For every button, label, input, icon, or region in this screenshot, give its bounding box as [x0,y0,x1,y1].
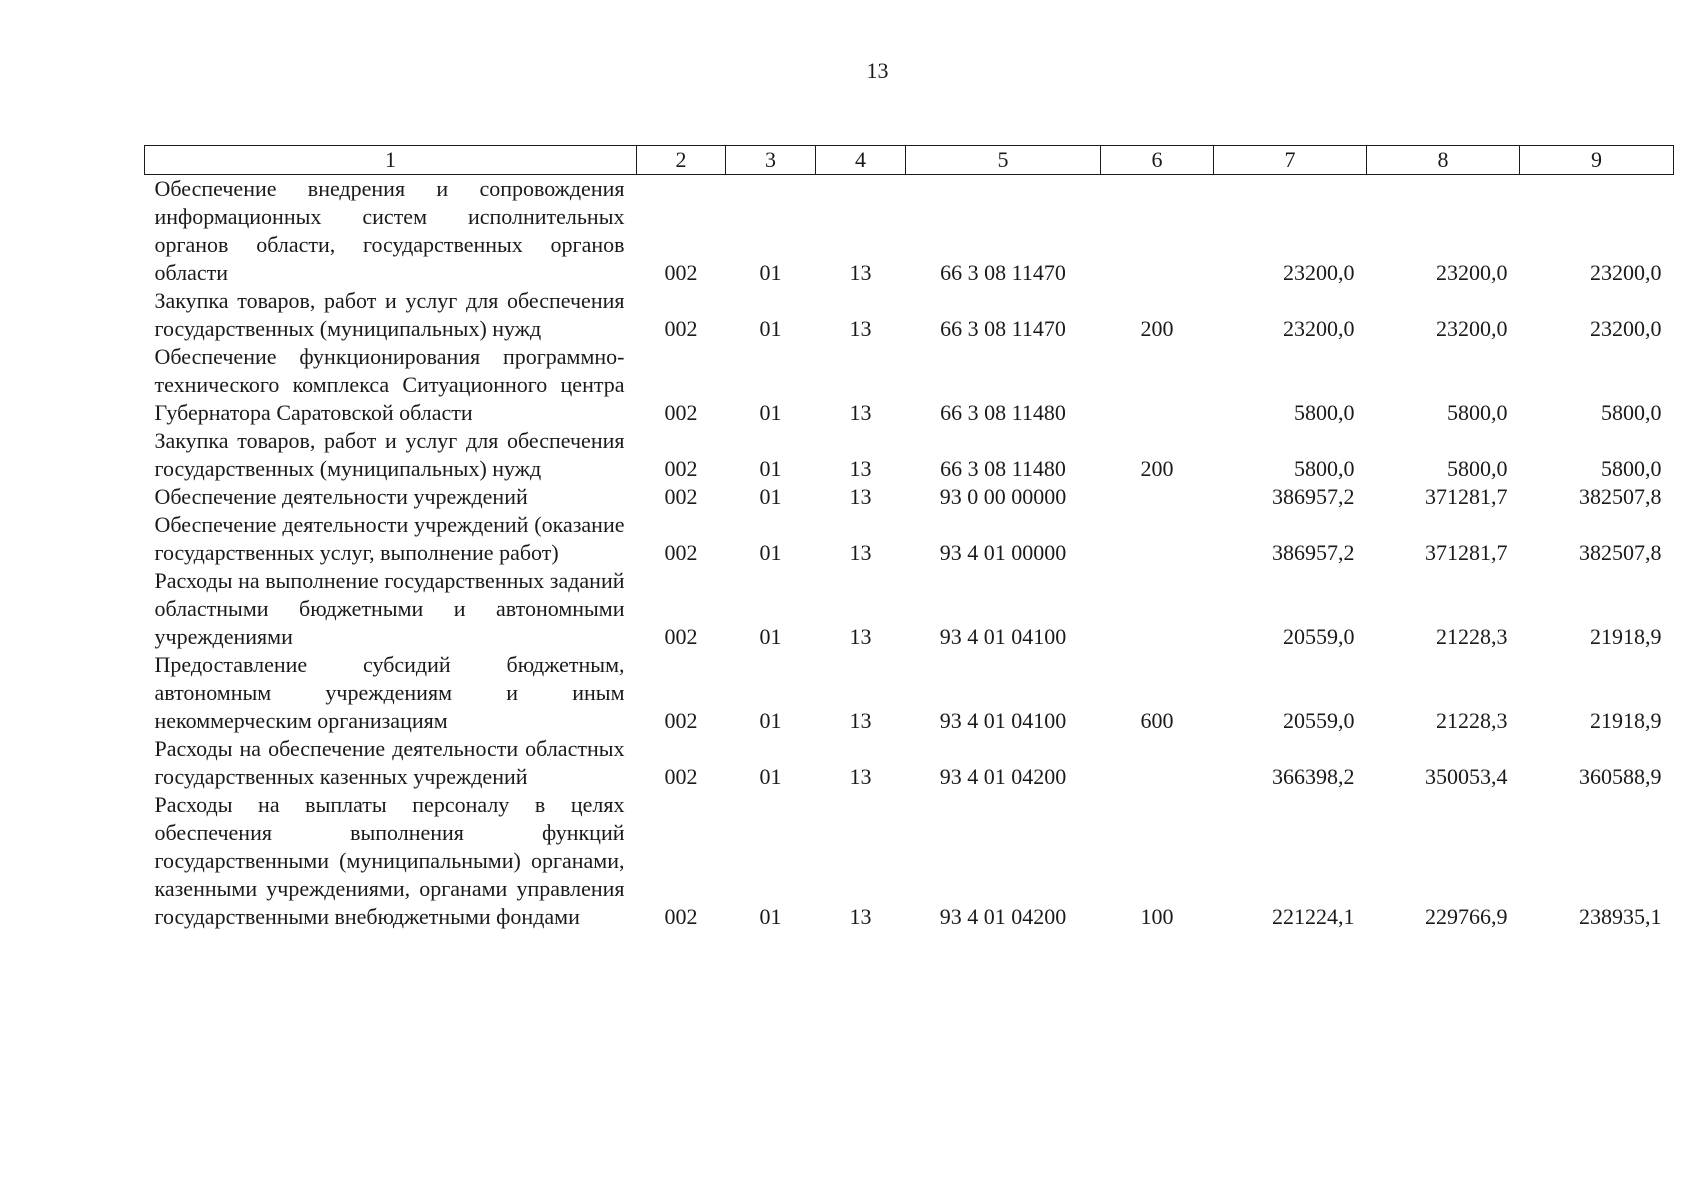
amount-year-1: 366398,2 [1272,764,1355,789]
section-code: 01 [759,624,782,649]
ministry-code: 002 [664,904,698,929]
subsection-code: 13 [849,400,872,425]
amount-year-3: 360588,9 [1579,764,1662,789]
amount-year-1: 5800,0 [1294,456,1355,481]
amount-year-2: 350053,4 [1425,764,1508,789]
section-code: 01 [759,456,782,481]
amount-year-2: 21228,3 [1436,624,1508,649]
table-row [145,483,1674,511]
section-code: 01 [759,708,782,733]
subsection-code: 13 [849,540,872,565]
expense-type-code: 200 [1140,316,1174,341]
page-number: 13 [866,58,889,83]
subsection-code: 13 [849,260,872,285]
target-article-code: 93 4 01 04100 [939,624,1067,649]
item-name: Закупка товаров, работ и услуг для обеспечения государственных (муниципальных) нужд [154,288,625,341]
table-row [145,287,1674,343]
target-article-code: 66 3 08 11480 [940,456,1066,481]
target-article-code: 93 0 00 00000 [939,484,1067,509]
table-row [145,791,1674,931]
item-name: Закупка товаров, работ и услуг для обеспечения государственных (муниципальных) нужд [154,428,625,481]
ministry-code: 002 [664,260,698,285]
amount-year-2: 371281,7 [1425,540,1508,565]
amount-year-1: 20559,0 [1283,624,1355,649]
column-header-5: 5 [906,146,1101,175]
expense-type-code [1101,175,1214,288]
expense-type-code: 200 [1140,456,1174,481]
item-name: Расходы на выплаты персоналу в целях обеспечения выполнения функций государственными (муниципальными) органами, казенными учреждениями, органами управления государственными внебюджетными фондами [154,792,625,929]
amount-year-2: 23200,0 [1436,316,1508,341]
item-name: Обеспечение деятельности учреждений [154,484,528,509]
column-header-2: 2 [637,146,726,175]
ministry-code: 002 [664,456,698,481]
target-article-code: 66 3 08 11470 [940,260,1066,285]
table-row [145,511,1674,567]
amount-year-3: 5800,0 [1601,400,1662,425]
budget-table [144,145,1674,931]
section-code: 01 [759,540,782,565]
subsection-code: 13 [849,456,872,481]
expense-type-code [1101,735,1214,791]
item-name: Расходы на обеспечение деятельности областных государственных казенных учреждений [154,736,625,789]
amount-year-3: 382507,8 [1579,540,1662,565]
amount-year-2: 21228,3 [1436,708,1508,733]
amount-year-3: 21918,9 [1590,624,1662,649]
target-article-code: 93 4 01 04200 [939,764,1067,789]
table-row [145,343,1674,427]
amount-year-3: 23200,0 [1590,316,1662,341]
item-name: Обеспечение внедрения и сопровождения информационных систем исполнительных органов области, государственных органов области [154,176,625,285]
amount-year-2: 5800,0 [1447,400,1508,425]
column-header-8: 8 [1367,146,1520,175]
subsection-code: 13 [849,484,872,509]
amount-year-1: 5800,0 [1294,400,1355,425]
amount-year-1: 23200,0 [1283,260,1355,285]
expense-type-code: 600 [1140,708,1174,733]
amount-year-3: 5800,0 [1601,456,1662,481]
ministry-code: 002 [664,400,698,425]
section-code: 01 [759,260,782,285]
amount-year-1: 23200,0 [1283,316,1355,341]
item-name: Расходы на выполнение государственных заданий областными бюджетными и автономными учреждениями [154,568,625,649]
subsection-code: 13 [849,316,872,341]
table-row [145,175,1674,288]
expense-type-code [1101,511,1214,567]
ministry-code: 002 [664,484,698,509]
item-name: Обеспечение функционирования программно-технического комплекса Ситуационного центра Губернатора Саратовской области [154,344,625,425]
table-row [145,567,1674,651]
ministry-code: 002 [664,316,698,341]
amount-year-1: 386957,2 [1272,540,1355,565]
section-code: 01 [759,484,782,509]
section-code: 01 [759,764,782,789]
amount-year-1: 386957,2 [1272,484,1355,509]
subsection-code: 13 [849,764,872,789]
section-code: 01 [759,316,782,341]
subsection-code: 13 [849,904,872,929]
ministry-code: 002 [664,540,698,565]
section-code: 01 [759,904,782,929]
expense-type-code [1101,483,1214,511]
target-article-code: 93 4 01 04100 [939,708,1067,733]
amount-year-2: 371281,7 [1425,484,1508,509]
amount-year-3: 382507,8 [1579,484,1662,509]
amount-year-2: 229766,9 [1425,904,1508,929]
amount-year-3: 23200,0 [1590,260,1662,285]
item-name: Предоставление субсидий бюджетным, автономным учреждениям и иным некоммерческим организациям [154,652,625,733]
header-row [145,146,1674,175]
column-header-1: 1 [145,146,637,175]
section-code: 01 [759,400,782,425]
target-article-code: 93 4 01 04200 [939,904,1067,929]
table-row [145,427,1674,483]
ministry-code: 002 [664,624,698,649]
column-header-7: 7 [1214,146,1367,175]
target-article-code: 66 3 08 11480 [940,400,1066,425]
column-header-9: 9 [1520,146,1674,175]
column-header-3: 3 [726,146,816,175]
table-row [145,651,1674,735]
item-name: Обеспечение деятельности учреждений (оказание государственных услуг, выполнение работ) [154,512,625,565]
column-header-6: 6 [1101,146,1214,175]
expense-type-code [1101,567,1214,651]
amount-year-2: 5800,0 [1447,456,1508,481]
amount-year-2: 23200,0 [1436,260,1508,285]
target-article-code: 66 3 08 11470 [940,316,1066,341]
subsection-code: 13 [849,708,872,733]
ministry-code: 002 [664,764,698,789]
target-article-code: 93 4 01 00000 [939,540,1067,565]
column-header-4: 4 [816,146,906,175]
ministry-code: 002 [664,708,698,733]
amount-year-3: 21918,9 [1590,708,1662,733]
expense-type-code [1101,343,1214,427]
expense-type-code: 100 [1140,904,1174,929]
subsection-code: 13 [849,624,872,649]
amount-year-1: 20559,0 [1283,708,1355,733]
table-row [145,735,1674,791]
amount-year-3: 238935,1 [1579,904,1662,929]
amount-year-1: 221224,1 [1272,904,1355,929]
